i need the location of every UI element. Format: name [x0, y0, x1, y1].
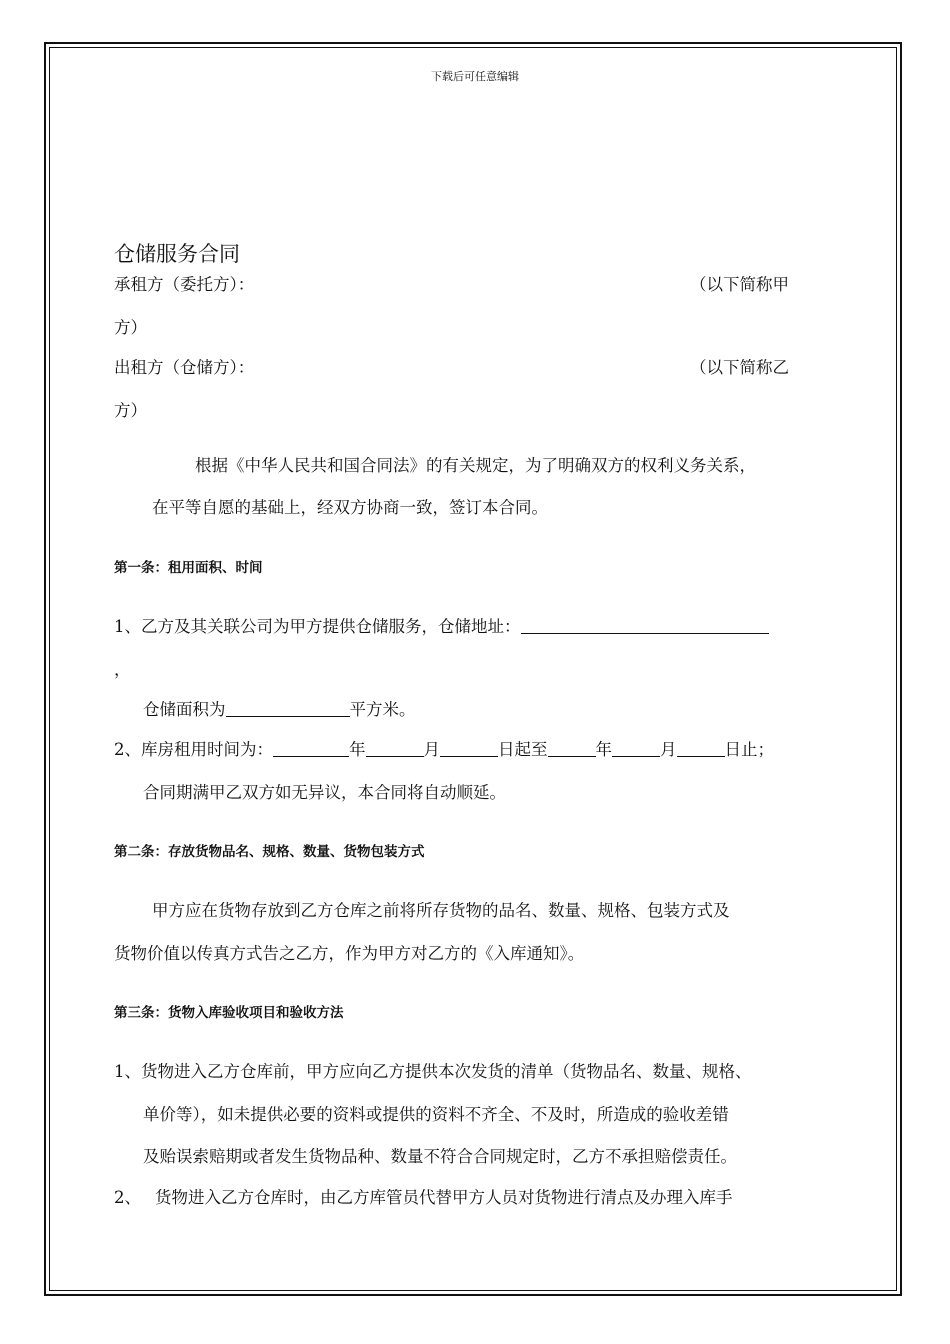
area-unit: 平方米。 [349, 700, 416, 719]
article-1-heading: 第一条：租用面积、时间 [114, 560, 263, 576]
area-label: 仓储面积为 [143, 700, 226, 719]
item-number: 1、 [114, 1062, 141, 1081]
article-2-heading: 第二条：存放货物品名、规格、数量、货物包装方式 [114, 844, 425, 860]
address-blank [521, 617, 769, 634]
article-3-item-1-line-1 [114, 1058, 752, 1082]
article-3-heading: 第三条：货物入库验收项目和验收方法 [114, 1005, 344, 1021]
month-label: 月 [423, 740, 440, 759]
party-b-abbrev-cont: 方） [114, 401, 147, 420]
start-month-blank [366, 740, 424, 757]
item-text: 乙方及其关联公司为甲方提供仓储服务，仓储地址： [141, 617, 521, 636]
start-year-blank [273, 740, 349, 757]
end-year-blank [548, 740, 596, 757]
article-2-line-2: 货物价值以传真方式告之乙方，作为甲方对乙方的《入库通知》。 [114, 944, 585, 963]
party-b-abbrev: （以下简称乙 [690, 358, 789, 377]
article-2-line-1: 甲方应在货物存放到乙方仓库之前将所存货物的品名、数量、规格、包装方式及 [152, 901, 730, 920]
article-3-item-1-line-2: 单价等），如未提供必要的资料或提供的资料不齐全、不及时，所造成的验收差错 [143, 1105, 729, 1124]
party-a-abbrev-cont: 方） [114, 318, 147, 337]
auto-renewal-line: 合同期满甲乙双方如无异议，本合同将自动顺延。 [143, 783, 506, 802]
party-b-label: 出租方（仓储方）： [114, 358, 255, 377]
preamble-line-1: 根据《中华人民共和国合同法》的有关规定，为了明确双方的权利义务关系， [195, 456, 756, 475]
party-a-abbrev: （以下简称甲 [690, 275, 789, 294]
from-label: 日起至 [498, 740, 548, 759]
item-number: 2、 [114, 1188, 141, 1207]
end-day-blank [677, 740, 725, 757]
party-a-label: 承租方（委托方）： [114, 275, 255, 294]
article-1-comma: ， [114, 660, 131, 679]
document-title: 仓储服务合同 [114, 242, 240, 266]
start-day-blank [440, 740, 498, 757]
preamble-line-2: 在平等自愿的基础上，经双方协商一致，签订本合同。 [152, 498, 548, 517]
until-label: 日止； [724, 740, 774, 759]
month-label: 月 [660, 740, 677, 759]
item-text: 货物进入乙方仓库前，甲方应向乙方提供本次发货的清单（货物品名、数量、规格、 [141, 1062, 752, 1081]
article-3-item-1-line-3: 及贻误索赔期或者发生货物品种、数量不符合合同规定时，乙方不承担赔偿责任。 [143, 1147, 737, 1166]
area-blank [226, 700, 350, 717]
item-number: 1、 [114, 617, 141, 636]
lease-period-label: 库房租用时间为： [141, 740, 273, 759]
storage-area-line [143, 696, 416, 720]
header-note: 下载后可任意编辑 [431, 70, 519, 83]
year-label: 年 [349, 740, 366, 759]
end-month-blank [612, 740, 660, 757]
item-text: 货物进入乙方仓库时，由乙方库管员代替甲方人员对货物进行清点及办理入库手 [155, 1188, 733, 1207]
article-1-item-1 [114, 613, 769, 637]
item-number: 2、 [114, 740, 141, 759]
year-label: 年 [595, 740, 612, 759]
article-1-item-2 [114, 736, 774, 760]
article-3-item-2-line-1 [114, 1184, 733, 1208]
